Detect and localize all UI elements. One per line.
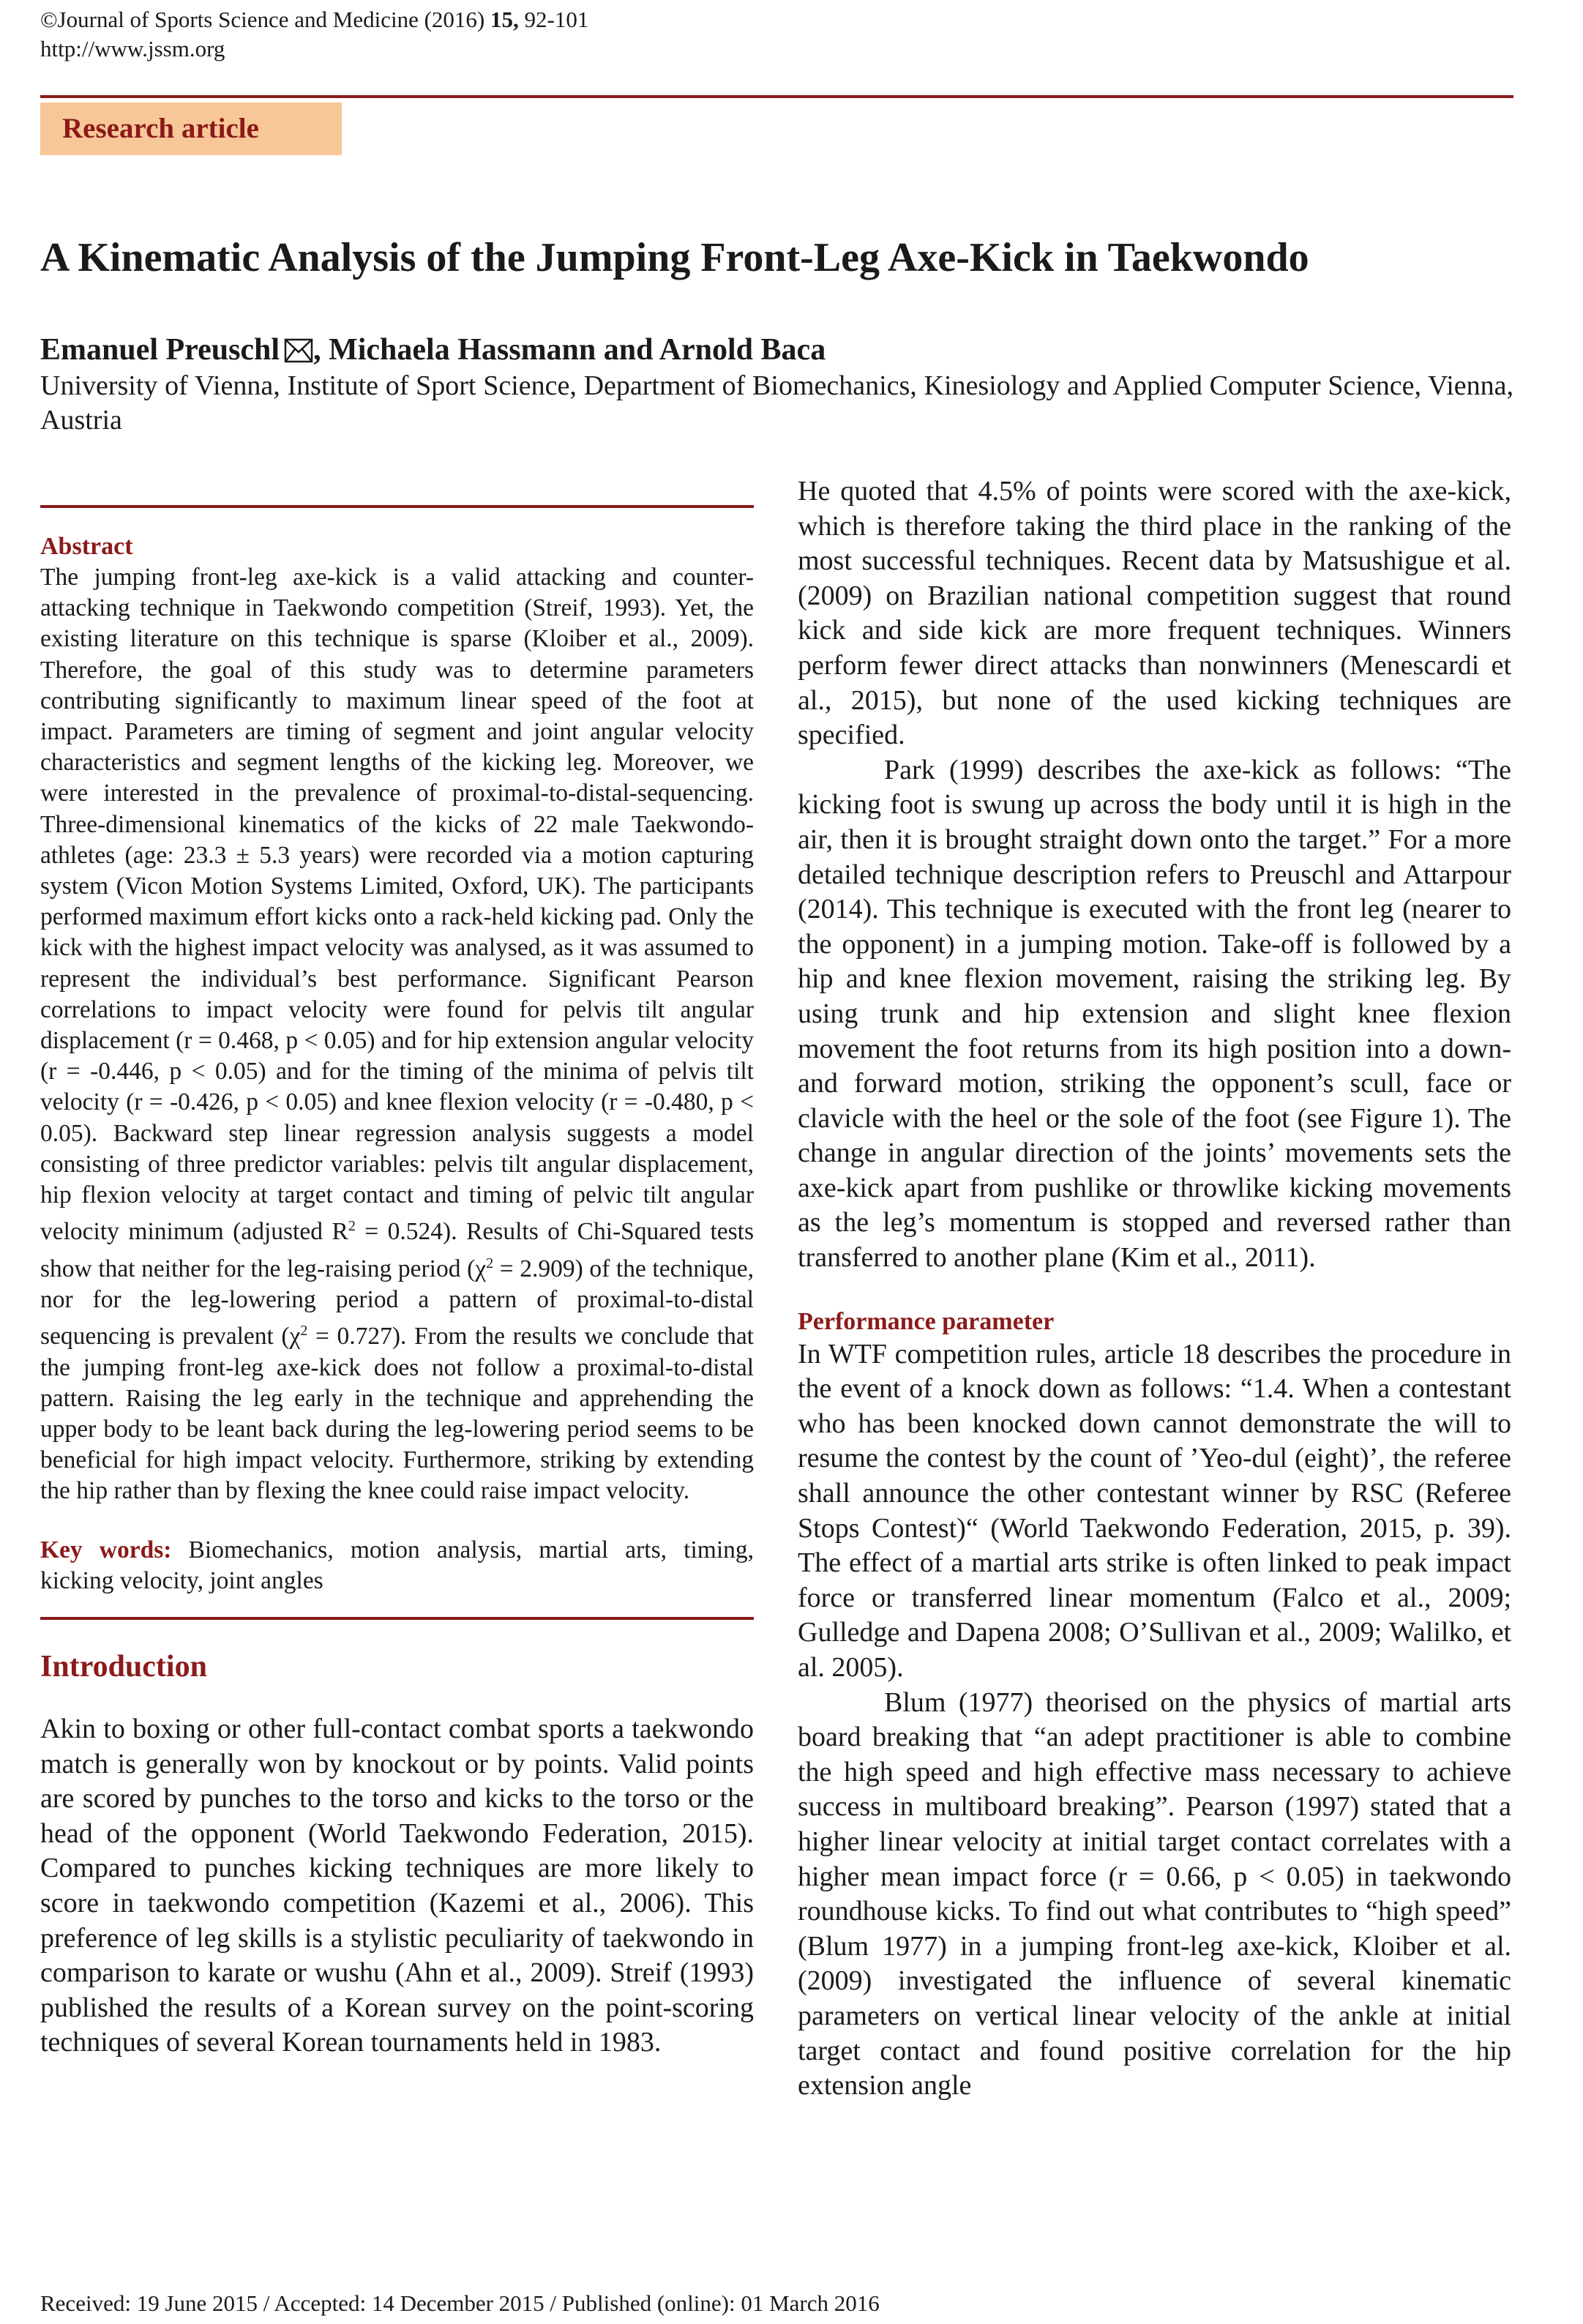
author-corresponding: Emanuel Preuschl xyxy=(40,333,280,367)
keywords xyxy=(40,1535,754,1596)
performance-parameter-heading: Performance parameter xyxy=(798,1307,1055,1335)
affiliation: University of Vienna, Institute of Sport Science, Department of Biomechanics, Kinesiology and Applied Computer Science, Vienna, Austria xyxy=(40,370,1513,436)
performance-paragraph-1: In WTF competition rules, article 18 describes the procedure in the event of a knock down as follows: “1.4. When a contestant who has been knocked down cannot demonstrate the will to resume the contest by the count of ’Yeo-dul (eight)’, the referee shall announce the other contestant winner by RSC (Referee Stops Contest)“ (World Taekwondo Federation, 2015, p. 39). The effect of a martial arts strike is often linked to peak impact force or transferred linear momentum (Falco et al., 2009; Gulledge and Dapena 2008; O’Sullivan et al., 2009; Walilko, et al. 2005). xyxy=(798,1338,1511,1683)
journal-volume: 15, xyxy=(490,7,519,32)
abstract-body: The jumping front-leg axe-kick is a valid attacking and counter-attacking technique in Taekwondo competition (Streif, 1993). Yet, the existing literature on this technique is sparse (Kloiber et al., 2009). Therefore, the goal of this study was to determine parameters contributing significantly to maximum linear speed of the foot at impact. Parameters are timing of segment and joint angular velocity characteristics and segment lengths of the kicking leg. Moreover, we were interested in the prevalence of proximal-to-distal-sequencing. Three-dimensional kinematics of the kicks of 22 male Taekwondo-athletes (age: 23.3 ± 5.3 years) were recorded via a motion capturing system (Vicon Motion Systems Limited, Oxford, UK). The participants performed maximum effort kicks onto a rack-held kicking pad. Only the kick with the highest impact velocity was analysed, as it was assumed to represent the individual’s best performance. Significant Pearson correlations to impact velocity were found for pelvis tilt angular displacement (r = 0.468, p < 0.05) and for hip extension angular velocity (r = -0.446, p < 0.05) and for the timing of the minima of pelvis tilt velocity (r = -0.426, p < 0.05) and knee flexion velocity (r = -0.480, p < 0.05). Backward step linear regression analysis suggests a model consisting of three predictor variables: pelvis tilt angular displacement, hip flexion velocity at target contact and timing of pelvic tilt angular velocity minimum (adjusted $R^2 = 0.524$). Results of Chi-Squared tests show that neither for the leg-raising period $(\chi^2 = 2.909)$ of the technique, nor for the leg-lowering period a pattern of proximal-to-distal sequencing is prevalent $(\chi^2 = 0.727)$. From the results we conclude that the jumping front-leg axe-kick does not follow a proximal-to-distal pattern. Raising the leg early in the technique and apprehending the upper body to be leant back during the leg-lowering period seems to be beneficial for high impact velocity. Furthermore, striking by extending the hip rather than by flexing the knee could raise impact velocity. xyxy=(40,564,754,1505)
publication-dates: Received: 19 June 2015 / Accepted: 14 December 2015 / Published (online): 01 March 2016 xyxy=(40,2290,880,2316)
journal-name: ©Journal of Sports Science and Medicine (2016) xyxy=(40,7,490,32)
introduction-paragraph-1: Akin to boxing or other full-contact combat sports a taekwondo match is generally won by knockout or by points. Valid points are scored by punches to the torso and kicks to the torso or the head of the opponent (World Taekwondo Federation, 2015). Compared to punches kicking techniques are more likely to score in taekwondo competition (Kazemi et al., 2006). This preference of leg skills is a stylistic peculiarity of taekwondo in comparison to karate or wushu (Ahn et al., 2009). Streif (1993) published the results of a Korean survey on the point-scoring techniques of several Korean tournaments held in 1983. xyxy=(40,1713,754,2058)
performance-paragraph-2: Blum (1977) theorised on the physics of martial arts board breaking that “an adept practitioner is able to combine the high speed and high effective mass necessary to achieve success in multiboard breaking”. Pearson (1997) stated that a higher linear velocity at initial target contact correlates with a higher mean impact force (r = 0.66, p < 0.05) in taekwondo roundhouse kicks. To find out what contributes to “high speed” (Blum 1977) in a jumping front-leg axe-kick, Kloiber et al. (2009) investigated the influence of several kinematic parameters on vertical linear velocity of the ankle at initial target contact and found positive correlation for the hip extension angle xyxy=(798,1686,1511,2101)
author-coauthors: , Michaela Hassmann and Arnold Baca xyxy=(313,333,826,367)
journal-pages: 92-101 xyxy=(518,7,589,32)
right-column xyxy=(798,474,1511,2104)
journal-url[interactable]: http://www.jssm.org xyxy=(40,36,225,61)
introduction-paragraph-2: Park (1999) describes the axe-kick as follows: “The kicking foot is swung up across the body until it is high in the air, then it is brought straight down onto the target.” For a more detailed technique description refers to Preuschl and Attarpour (2014). This technique is executed with the front leg (nearer to the opponent) in a jumping motion. Take-off is followed by a hip and knee flexion movement, raising the striking leg. By using trunk and hip extension and slight knee flexion movement the foot returns from its high position into a down- and forward motion, striking the opponent’s scull, face or clavicle with the heel or the sole of the foot (see Figure 1). The change in angular direction of the joints’ movements sets the axe-kick apart from pushlike or throwlike kicking movements as the leg’s momentum is stopped and reversed rather than transferred to another plane (Kim et al., 2011). xyxy=(798,754,1511,1274)
envelope-icon[interactable] xyxy=(284,338,313,363)
abstract-heading: Abstract xyxy=(40,533,133,560)
keywords-label: Key words: xyxy=(40,1536,172,1563)
article-title: A Kinematic Analysis of the Jumping Front-Leg Axe-Kick in Taekwondo xyxy=(40,235,1309,280)
keywords-list: Biomechanics, motion analysis, martial arts, timing, kicking velocity, joint angles xyxy=(40,1536,754,1594)
introduction-paragraph-1-continued: He quoted that 4.5% of points were scored with the axe-kick, which is therefore taking the third place in the ranking of the most successful techniques. Recent data by Matsushigue et al. (2009) on Brazilian national competition suggest that round kick and side kick are more frequent techniques. Winners perform fewer direct attacks than nonwinners (Menescardi et al., 2015), but none of the used kicking techniques are specified. xyxy=(798,476,1511,751)
article-type-label: Research article xyxy=(40,102,342,155)
author-list xyxy=(40,331,826,369)
introduction-heading: Introduction xyxy=(40,1649,207,1684)
header-divider xyxy=(40,95,1513,98)
left-column xyxy=(40,505,754,2060)
journal-citation xyxy=(40,6,588,34)
